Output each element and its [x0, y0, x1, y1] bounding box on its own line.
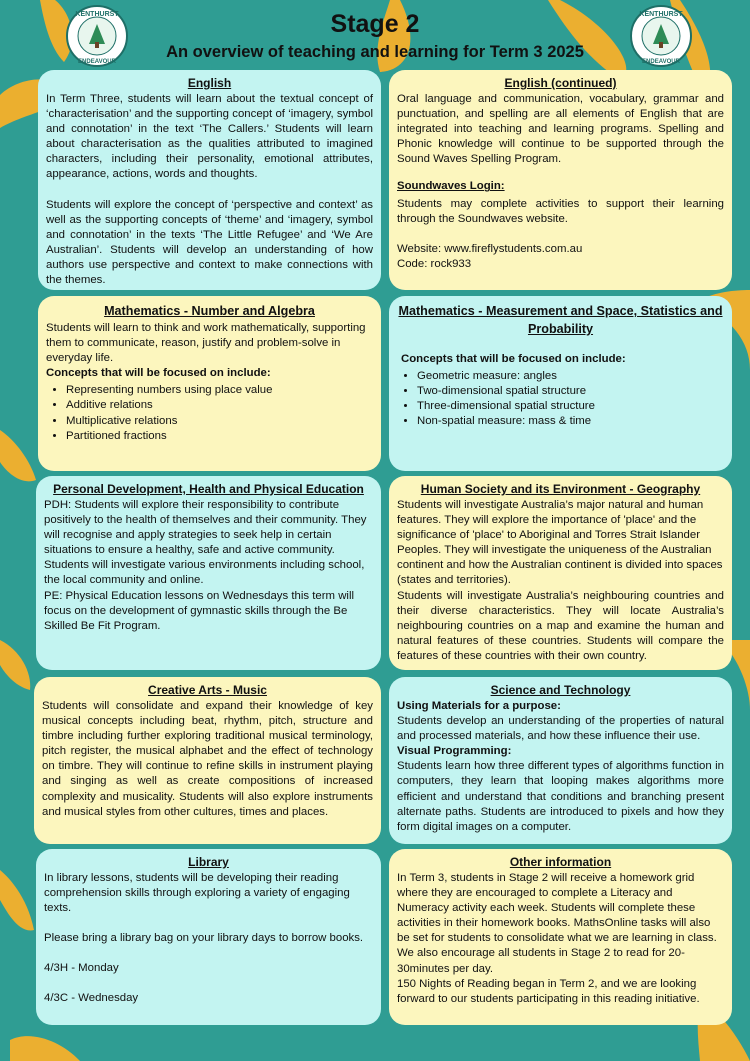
maths-measurement-concepts-label: Concepts that will be focused on include: — [401, 353, 626, 365]
soundwaves-paragraph: Students may complete activities to support their learning through the Soundwaves website. — [397, 197, 724, 225]
svg-text:KENTHURST: KENTHURST — [75, 11, 119, 18]
english-title: English — [187, 76, 232, 90]
list-item: • Representing numbers using place value — [66, 383, 373, 398]
maths-number-algebra-title: Mathematics - Number and Algebra — [104, 304, 315, 318]
svg-text:KENTHURST: KENTHURST — [639, 11, 683, 18]
maths-number-algebra-card — [38, 296, 381, 471]
library-day-2: 4/3C - Wednesday — [44, 992, 139, 1005]
pdhpe-paragraph-2: PE: Physical Education lessons on Wednesdays this term will focus on the development of gymnastic skills through the Be Skilled Be Fit Program. — [44, 589, 355, 632]
pdhpe-paragraph-1: PDH: Students will explore their responsibility to contribute positively to the health of themselves and their community. They will recognise and apply strategies to seek help in certain situations to ensure a healthy, safe and active community. Students will investigate various environments including school, the local community and online. — [44, 499, 367, 587]
hsie-paragraph-1: Students will investigate Australia’s major natural and human features. They will explore the importance of 'place' and the significance of 'place' to Aboriginal and Torres Strait Islander Peoples. They will investigate the uniqueness of the Australian continent and how the Australian continent is divided into spaces (states and territories). — [397, 499, 723, 587]
science-card — [389, 677, 732, 844]
maths-measurement-card — [389, 296, 732, 471]
english-paragraph-2: Students will explore the concept of ‘perspective and context’ as well as the supporting concepts of ‘theme’ and ‘imagery, symbol and connotation’ in the texts ‘The Little Refugee’ and ‘We Are Australian’. Students will develop an understanding of how authors use perspective and context to make connections with the themes. — [46, 198, 373, 287]
page-title: Stage 2 — [330, 10, 420, 38]
maths-number-algebra-list — [46, 383, 373, 443]
list-item: • Geometric measure: angles — [417, 369, 724, 384]
maths-measurement-list — [397, 369, 724, 429]
hsie-paragraph-2: Students will investigate Australia’s neighbouring countries and their diverse characteristics. They will locate Australia’s neighbouring countries on a map and examine the human and natural features of these countries. Students will compare the features of these countries with their own country. — [397, 589, 724, 662]
library-paragraph-2: Please bring a library bag on your library days to borrow books. — [44, 932, 364, 945]
list-item: • Multiplicative relations — [66, 414, 373, 429]
english-continued-paragraph: Oral language and communication, vocabulary, grammar and punctuation, and spelling are all elements of English that are integrated into teaching and learning programs. Spelling and Phonic knowledge will continue to be supported through the Sound Waves Spelling Program. — [397, 93, 724, 166]
english-continued-card — [389, 70, 732, 290]
maths-number-algebra-concepts-label: Concepts that will be focused on include: — [46, 367, 271, 380]
other-information-paragraph-2: 150 Nights of Reading began in Term 2, and we are looking forward to our students participating in this reading initiative. — [397, 977, 700, 1005]
science-title: Science and Technology — [490, 683, 631, 697]
soundwaves-code: Code: rock933 — [397, 257, 472, 270]
list-item: • Partitioned fractions — [66, 429, 373, 444]
other-information-card — [389, 849, 732, 1025]
library-paragraph-1: In library lessons, students will be developing their reading comprehension skills through exploring a variety of engaging texts. — [44, 872, 350, 915]
science-subheading-programming: Visual Programming: — [397, 745, 512, 758]
list-item: • Three-dimensional spatial structure — [417, 399, 724, 414]
soundwaves-login-heading: Soundwaves Login: — [397, 180, 505, 193]
maths-measurement-title: Mathematics - Measurement and Space, Statistics and Probability — [398, 304, 723, 336]
library-day-1: 4/3H - Monday — [44, 962, 119, 975]
pdhpe-title: Personal Development, Health and Physical Education — [53, 482, 364, 496]
soundwaves-website: Website: www.fireflystudents.com.au — [397, 242, 583, 255]
science-paragraph-materials: Students develop an understanding of the properties of natural and processed materials, and how these influence their use. — [397, 715, 724, 743]
english-paragraph-1: In Term Three, students will learn about the textual concept of ‘characterisation’ and the supporting concept of ‘imagery, symbol and connotation’ in the text ‘The Callers.’ Students will learn about characterisation as the qualities attributed to imagined characters, including their personality, emotional attributes, appearance, actions, words and thoughts. — [46, 93, 373, 181]
hsie-card — [389, 476, 732, 670]
library-card — [36, 849, 381, 1025]
music-title: Creative Arts - Music — [148, 683, 267, 697]
music-card — [34, 677, 381, 844]
science-paragraph-programming: Students learn how three different types of algorithms function in computers, they learn that looping makes algorithms more efficient and understand that conditions and branching present alternate paths. Students are introduced to pixels and how they form digital images on a computer. — [397, 760, 724, 833]
hsie-title: Human Society and its Environment - Geography — [420, 482, 701, 496]
science-subheading-materials: Using Materials for a purpose: — [397, 700, 561, 712]
list-item: • Non-spatial measure: mass & time — [417, 414, 724, 429]
other-information-paragraph-1: In Term 3, students in Stage 2 will receive a homework grid where they are encouraged to complete a Literacy and Numeracy activity each week. Students will complete these activities in their homework books. MathsOnline tasks will also be set for students to consolidate what we are learning in class. We also encourage all students in Stage 2 to read for 20-30minutes per day. — [397, 872, 717, 975]
english-card — [38, 70, 381, 290]
list-item: • Two-dimensional spatial structure — [417, 384, 724, 399]
page-subtitle: An overview of teaching and learning for Term 3 2025 — [166, 43, 584, 61]
other-information-title: Other information — [509, 855, 612, 869]
list-item: • Additive relations — [66, 398, 373, 413]
maths-number-algebra-intro: Students will learn to think and work mathematically, supporting them to communicate, reason, justify and problem-solve in everyday life. — [46, 322, 366, 365]
pdhpe-card — [36, 476, 381, 670]
music-paragraph: Students will consolidate and expand their knowledge of key musical concepts including beat, rhythm, pitch, structure and timbre including further exploring traditional musical terminology, pitch register, the musical alphabet and the effect of technology on timbre. They will continue to refine skills in instrument playing and singing as well as create compositions of increased complexity and musicality. Students will also explore instruments and musical styles from other cultures, times and places. — [42, 700, 373, 818]
svg-text:ENDEAVOUR: ENDEAVOUR — [642, 59, 680, 65]
svg-text:ENDEAVOUR: ENDEAVOUR — [78, 59, 116, 65]
library-title: Library — [188, 855, 229, 869]
english-continued-title: English (continued) — [504, 76, 617, 90]
